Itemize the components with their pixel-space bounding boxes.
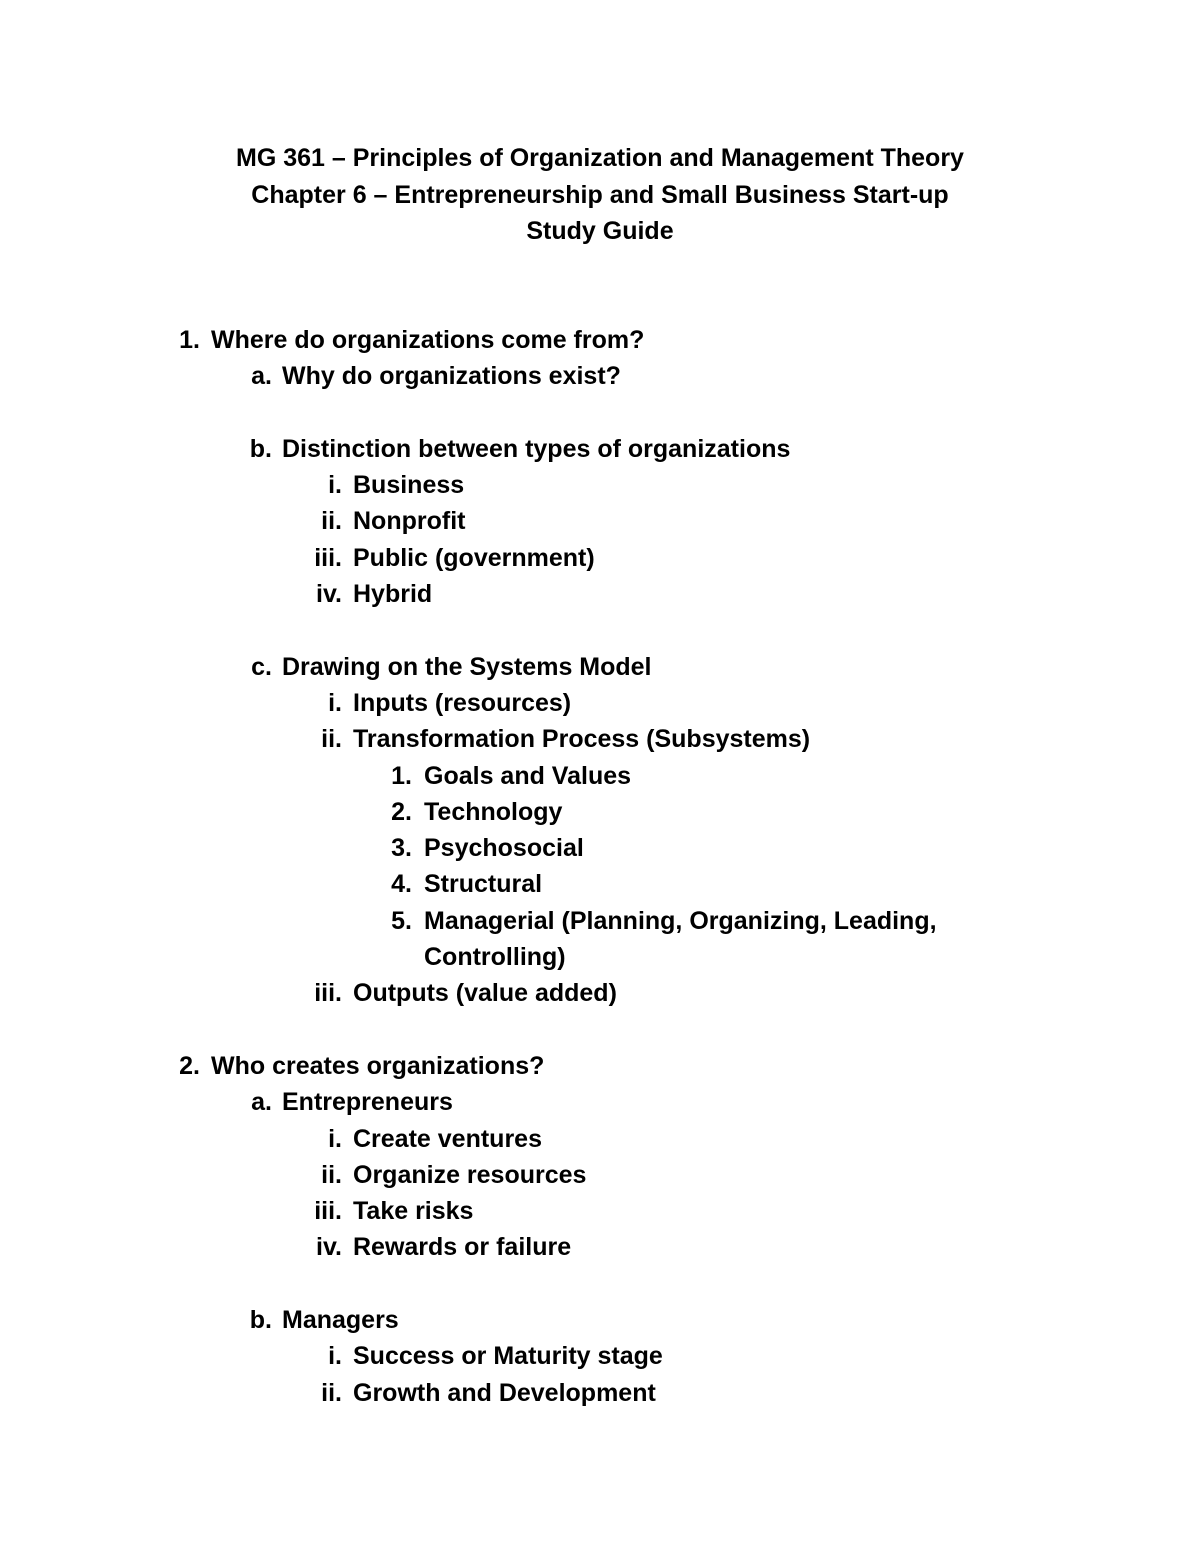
outline-item-level-3 — [0, 503, 1200, 539]
list-marker: 2. — [179, 1051, 200, 1080]
outline-item-level-3 — [0, 576, 1200, 612]
outline-item-level-2 — [0, 1302, 1200, 1338]
list-marker: b. — [249, 1306, 272, 1335]
list-marker: ii. — [321, 1160, 342, 1189]
list-marker: 5. — [391, 906, 412, 935]
study-guide-outline — [0, 322, 1200, 1411]
list-item-text: Entrepreneurs — [282, 1088, 453, 1117]
spacer — [0, 612, 1200, 648]
outline-item-level-4 — [0, 903, 1200, 976]
outline-item-level-4 — [0, 758, 1200, 794]
spacer — [0, 1012, 1200, 1048]
list-marker: 1. — [391, 761, 412, 790]
list-marker: 3. — [391, 834, 412, 863]
list-marker: i. — [328, 1124, 342, 1153]
list-marker: ii. — [321, 507, 342, 536]
list-marker: a. — [251, 1088, 272, 1117]
list-marker: i. — [328, 1342, 342, 1371]
list-item-text: Managers — [282, 1306, 399, 1335]
list-item-text: Growth and Development — [353, 1378, 656, 1407]
list-item-text: Managerial (Planning, Organizing, Leading, Controlling) — [424, 906, 937, 972]
outline-item-level-3 — [0, 685, 1200, 721]
list-item-text: Goals and Values — [424, 761, 632, 790]
list-item-text: Where do organizations come from? — [211, 326, 645, 354]
list-marker: b. — [249, 434, 272, 463]
list-item-text: Business — [353, 471, 465, 500]
outline-item-level-4 — [0, 866, 1200, 902]
outline-item-level-3 — [0, 1157, 1200, 1193]
list-item-text: Hybrid — [353, 580, 433, 609]
list-marker: iv. — [316, 580, 342, 609]
list-item-text: Organize resources — [353, 1160, 587, 1189]
list-marker: i. — [328, 688, 342, 717]
outline-item-level-2 — [0, 1084, 1200, 1120]
outline-item-level-3 — [0, 1375, 1200, 1411]
outline-item-level-3 — [0, 1193, 1200, 1229]
chapter-title: Chapter 6 – Entrepreneurship and Small Business Start-up — [251, 180, 949, 209]
spacer — [0, 395, 1200, 431]
list-item-text: Outputs (value added) — [353, 979, 617, 1008]
list-item-text: Public (government) — [353, 543, 595, 572]
list-marker: iii. — [314, 979, 342, 1008]
outline-item-level-4 — [0, 794, 1200, 830]
outline-item-level-2 — [0, 358, 1200, 394]
spacer — [0, 1266, 1200, 1302]
list-item-text: Technology — [424, 797, 563, 826]
list-item-text: Psychosocial — [424, 834, 584, 863]
outline-item-level-2 — [0, 431, 1200, 467]
list-marker: iii. — [314, 1197, 342, 1226]
list-item-text: Inputs (resources) — [353, 688, 572, 717]
outline-item-level-3 — [0, 467, 1200, 503]
list-marker: 1. — [179, 326, 200, 354]
outline-item-level-4 — [0, 830, 1200, 866]
list-marker: iv. — [316, 1233, 342, 1262]
list-item-text: Take risks — [353, 1197, 474, 1226]
list-item-text: Rewards or failure — [353, 1233, 572, 1262]
list-marker: ii. — [321, 725, 342, 754]
outline-item-level-3 — [0, 1121, 1200, 1157]
list-item-text: Transformation Process (Subsystems) — [353, 725, 811, 754]
list-item-text: Distinction between types of organizations — [282, 434, 791, 463]
list-marker: ii. — [321, 1378, 342, 1407]
list-item-text: Structural — [424, 870, 543, 899]
outline-item-level-3 — [0, 1338, 1200, 1374]
list-marker: 4. — [391, 870, 412, 899]
guide-subtitle: Study Guide — [526, 217, 674, 245]
list-marker: a. — [251, 362, 272, 391]
list-item-text: Who creates organizations? — [211, 1051, 545, 1080]
outline-item-level-3 — [0, 721, 1200, 757]
list-item-text: Nonprofit — [353, 507, 466, 536]
document-title — [0, 140, 1200, 250]
list-item-text: Create ventures — [353, 1124, 542, 1153]
outline-item-level-1 — [0, 1048, 1200, 1084]
outline-item-level-1 — [0, 322, 1200, 358]
list-marker: i. — [328, 471, 342, 500]
list-marker: c. — [251, 652, 272, 681]
list-item-text: Why do organizations exist? — [282, 362, 621, 391]
list-marker: 2. — [391, 797, 412, 826]
course-title: MG 361 – Principles of Organization and Management Theory — [236, 144, 964, 172]
outline-item-level-2 — [0, 649, 1200, 685]
outline-item-level-3 — [0, 1229, 1200, 1265]
outline-item-level-3 — [0, 540, 1200, 576]
outline-item-level-3 — [0, 975, 1200, 1011]
list-item-text: Drawing on the Systems Model — [282, 652, 652, 681]
list-item-text: Success or Maturity stage — [353, 1342, 663, 1371]
list-marker: iii. — [314, 543, 342, 572]
